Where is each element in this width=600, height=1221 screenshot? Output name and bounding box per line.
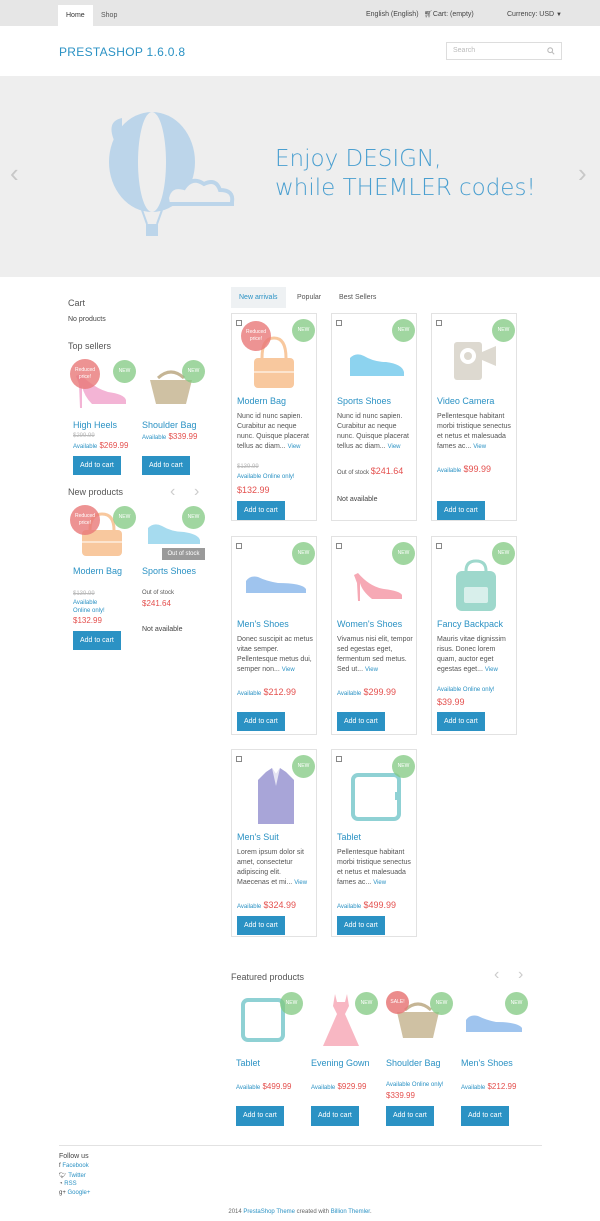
availability-text: Available Online only! [237,474,295,480]
add-to-cart-button[interactable]: Add to cart [142,456,190,475]
product-card[interactable] [331,536,417,735]
product-name-sports-shoes[interactable]: Sports Shoes [142,566,197,576]
add-to-cart-button[interactable]: Add to cart [237,916,285,935]
new-products-title: New products [68,487,124,497]
old-price: $139.99 [73,591,95,597]
fancy-backpack-image[interactable] [450,557,502,615]
google-plus-link[interactable]: g+ Google+ [59,1190,91,1196]
add-to-cart-button[interactable]: Add to cart [437,501,485,520]
product-name[interactable]: Evening Gown [311,1058,370,1068]
view-link[interactable]: View [484,667,498,673]
top-sellers-title: Top sellers [68,341,112,351]
reduced-price-badge: Reduced price! [70,505,100,535]
tab-new-arrivals[interactable]: New arrivals [231,287,286,308]
view-link[interactable]: View [365,667,378,673]
next-arrow-icon[interactable]: › [518,966,524,983]
availability-price: Available $324.99 [237,900,297,910]
twitter-link[interactable]: 🐦︎ Twitter [59,1173,86,1179]
product-price: $132.99 [73,616,102,625]
tab-home[interactable]: Home [58,5,93,26]
new-badge: NEW [492,542,515,565]
availability-price: Available $299.99 [337,687,397,697]
billion-themler-link[interactable]: Billion Themler [330,1209,370,1215]
twitter-icon: 🐦︎ [59,1173,67,1179]
view-link[interactable]: View [473,444,487,450]
old-price: $299.99 [73,433,95,439]
sale-badge: SALE! [386,991,409,1014]
new-badge: NEW [392,319,415,342]
google-plus-icon: g+ [59,1190,66,1196]
availability-text: Available Online only! [437,687,495,693]
product-name[interactable]: Modern Bag [237,396,287,406]
product-name[interactable]: Tablet [337,832,362,842]
product-card[interactable] [231,536,317,735]
search-input[interactable] [446,42,562,60]
product-description: Pellentesque habitant morbi tristique senectus et netus et malesuada fames ac... View [437,413,511,450]
product-price: $339.99 [386,1091,415,1100]
new-badge: NEW [182,506,205,529]
new-badge: NEW [505,992,528,1015]
product-name[interactable]: Shoulder Bag [386,1058,441,1068]
new-badge: NEW [392,755,415,778]
language-selector[interactable]: English (English) [366,11,419,18]
product-card[interactable] [331,313,417,521]
availability-text: Out of stock $241.64 [337,466,404,476]
new-badge: NEW [392,542,415,565]
availability-text: Out of stock [142,590,175,596]
site-logo[interactable]: PRESTASHOP 1.6.0.8 [59,45,186,59]
compare-checkbox[interactable] [236,320,242,326]
new-badge: NEW [113,506,136,529]
prestashop-theme-link[interactable]: PrestaShop Theme [243,1209,295,1215]
cart-block-title: Cart [68,298,86,308]
tab-shop[interactable]: Shop [101,12,118,19]
add-to-cart-button[interactable]: Add to cart [386,1106,434,1126]
product-card[interactable] [231,313,317,521]
product-name-modern-bag[interactable]: Modern Bag [73,566,123,576]
compare-checkbox[interactable] [336,543,342,549]
new-badge: NEW [292,542,315,565]
product-price: $132.99 [237,485,270,495]
new-badge: NEW [492,319,515,342]
currency-label: Currency: USD [507,11,555,18]
product-price: $39.99 [437,697,465,707]
product-description: Vivamus nisi elit, tempor sed egestas eget, fermentum sed metus. Sed ut... View [337,636,413,673]
new-badge: NEW [355,992,378,1015]
hero-slider [0,76,600,277]
compare-checkbox[interactable] [336,320,342,326]
availability-price: Available $499.99 [337,900,397,910]
add-to-cart-button[interactable]: Add to cart [311,1106,359,1126]
product-name[interactable]: Women's Shoes [337,619,403,629]
slider-line-1: Enjoy DESIGN, [275,146,442,172]
product-card[interactable] [431,536,517,735]
compare-checkbox[interactable] [436,320,442,326]
new-badge: NEW [280,992,303,1015]
prev-arrow-icon[interactable]: ‹ [170,483,176,500]
availability-price: Available $212.99 [237,687,297,697]
product-name[interactable]: Sports Shoes [337,396,392,406]
new-badge: NEW [292,755,315,778]
follow-us-title: Follow us [59,1153,89,1160]
compare-checkbox[interactable] [236,756,242,762]
availability-price: Available $212.99 [461,1082,517,1091]
availability-price: Available $499.99 [236,1082,292,1091]
tablet-image[interactable] [350,772,402,822]
compare-checkbox[interactable] [236,543,242,549]
currency-selector[interactable] [507,0,562,26]
cart-label: Cart: (empty) [432,11,474,18]
add-to-cart-button[interactable]: Add to cart [461,1106,509,1126]
not-available-text: Not available [142,626,183,633]
compare-checkbox[interactable] [436,543,442,549]
tab-best-sellers[interactable]: Best Sellers [339,294,377,301]
reduced-price-badge: Reduced price! [70,359,100,389]
reduced-price-badge: Reduced price! [241,321,271,351]
product-card[interactable] [331,749,417,937]
product-description: Mauris vitae dignissim risus. Donec lorem quam, auctor eget egestas eget... View [437,636,506,673]
rss-link[interactable]: ◔ RSS [59,1181,77,1187]
old-price: $139.99 [237,464,259,470]
chevron-down-icon: ▼ [556,12,562,18]
cart-link[interactable] [424,0,474,26]
product-name[interactable]: Men's Suit [237,832,279,842]
next-arrow-icon[interactable]: › [194,483,200,500]
product-card[interactable] [231,749,317,937]
add-to-cart-button[interactable]: Add to cart [237,712,285,731]
view-link[interactable]: View [373,880,387,886]
facebook-icon: f [59,1163,61,1169]
add-to-cart-button[interactable]: Add to cart [236,1106,284,1126]
product-price: $241.64 [370,466,404,476]
slider-prev-arrow[interactable]: ‹ [10,158,19,188]
product-name-high-heels[interactable]: High Heels [73,420,118,430]
rss-icon: ◔ [59,1181,63,1187]
search-placeholder: Search [453,47,476,54]
availability-price: Available $339.99 [142,432,198,441]
sports-shoes-image[interactable] [346,348,406,378]
cart-icon: 🛒︎ [424,11,433,18]
product-name[interactable]: Men's Shoes [461,1058,513,1068]
cart-empty-text: No products [68,316,106,323]
availability-price: Available $269.99 [73,441,129,450]
womens-shoes-image[interactable] [350,567,406,603]
product-name-shoulder-bag[interactable]: Shoulder Bag [142,420,197,430]
add-to-cart-button[interactable]: Add to cart [337,712,385,731]
add-to-cart-button[interactable]: Add to cart [73,631,121,650]
prev-arrow-icon[interactable]: ‹ [494,966,500,983]
product-description: Lorem ipsum dolor sit amet, consectetur adipiscing elit. Maecenas et mi... View [237,849,308,886]
product-name[interactable]: Men's Shoes [237,619,289,629]
product-description: Donec suscipit ac metus vitae semper. Pellentesque metus dui, semper non... View [237,636,313,673]
new-badge: NEW [182,360,205,383]
footer-divider [59,1145,542,1146]
slider-headline [275,145,536,203]
availability-text: Available Online only! [73,600,105,614]
availability-text: Available Online only! [386,1082,444,1088]
product-name[interactable]: Tablet [236,1058,261,1068]
product-description: Nunc id nunc sapien. Curabitur ac neque nunc. Quisque placerat tellus ac diam... View [237,413,309,450]
tab-popular[interactable]: Popular [297,294,322,301]
product-name[interactable]: Fancy Backpack [437,619,504,629]
view-link[interactable]: View [281,667,295,673]
availability-price: Available $929.99 [311,1082,367,1091]
add-to-cart-button[interactable]: Add to cart [237,501,285,520]
copyright-text: 2014 PrestaShop Theme created with Billion Themler. [228,1209,372,1215]
product-description: Pellentesque habitant morbi tristique senectus et netus et malesuada fames ac... View [337,849,411,886]
slider-next-arrow[interactable]: › [578,158,587,188]
out-of-stock-label: Out of stock [162,548,205,560]
top-bar [0,0,600,26]
facebook-link[interactable]: f Facebook [59,1163,89,1169]
product-name[interactable]: Video Camera [437,396,495,406]
availability-price: Available $99.99 [437,464,492,474]
add-to-cart-button[interactable]: Add to cart [73,456,121,475]
new-badge: NEW [292,319,315,342]
add-to-cart-button[interactable]: Add to cart [337,916,385,935]
add-to-cart-button[interactable]: Add to cart [437,712,485,731]
featured-title: Featured products [231,972,305,982]
video-camera-image[interactable] [450,336,500,386]
search-icon[interactable] [547,47,555,55]
balloon-illustration [82,112,242,247]
view-link[interactable]: View [287,444,301,450]
product-card[interactable] [431,313,517,521]
mens-shoes-image[interactable] [242,569,310,597]
new-badge: NEW [430,992,453,1015]
not-available-text: Not available [337,496,378,503]
compare-checkbox[interactable] [336,756,342,762]
view-link[interactable]: View [387,444,401,450]
view-link[interactable]: View [294,880,308,886]
new-badge: NEW [113,360,136,383]
mens-suit-image[interactable] [256,766,296,828]
slider-line-2: while THEMLER codes! [275,175,536,201]
product-description: Nunc id nunc sapien. Curabitur ac neque nunc. Quisque placerat tellus ac diam... View [337,413,409,450]
product-price: $241.64 [142,599,171,608]
